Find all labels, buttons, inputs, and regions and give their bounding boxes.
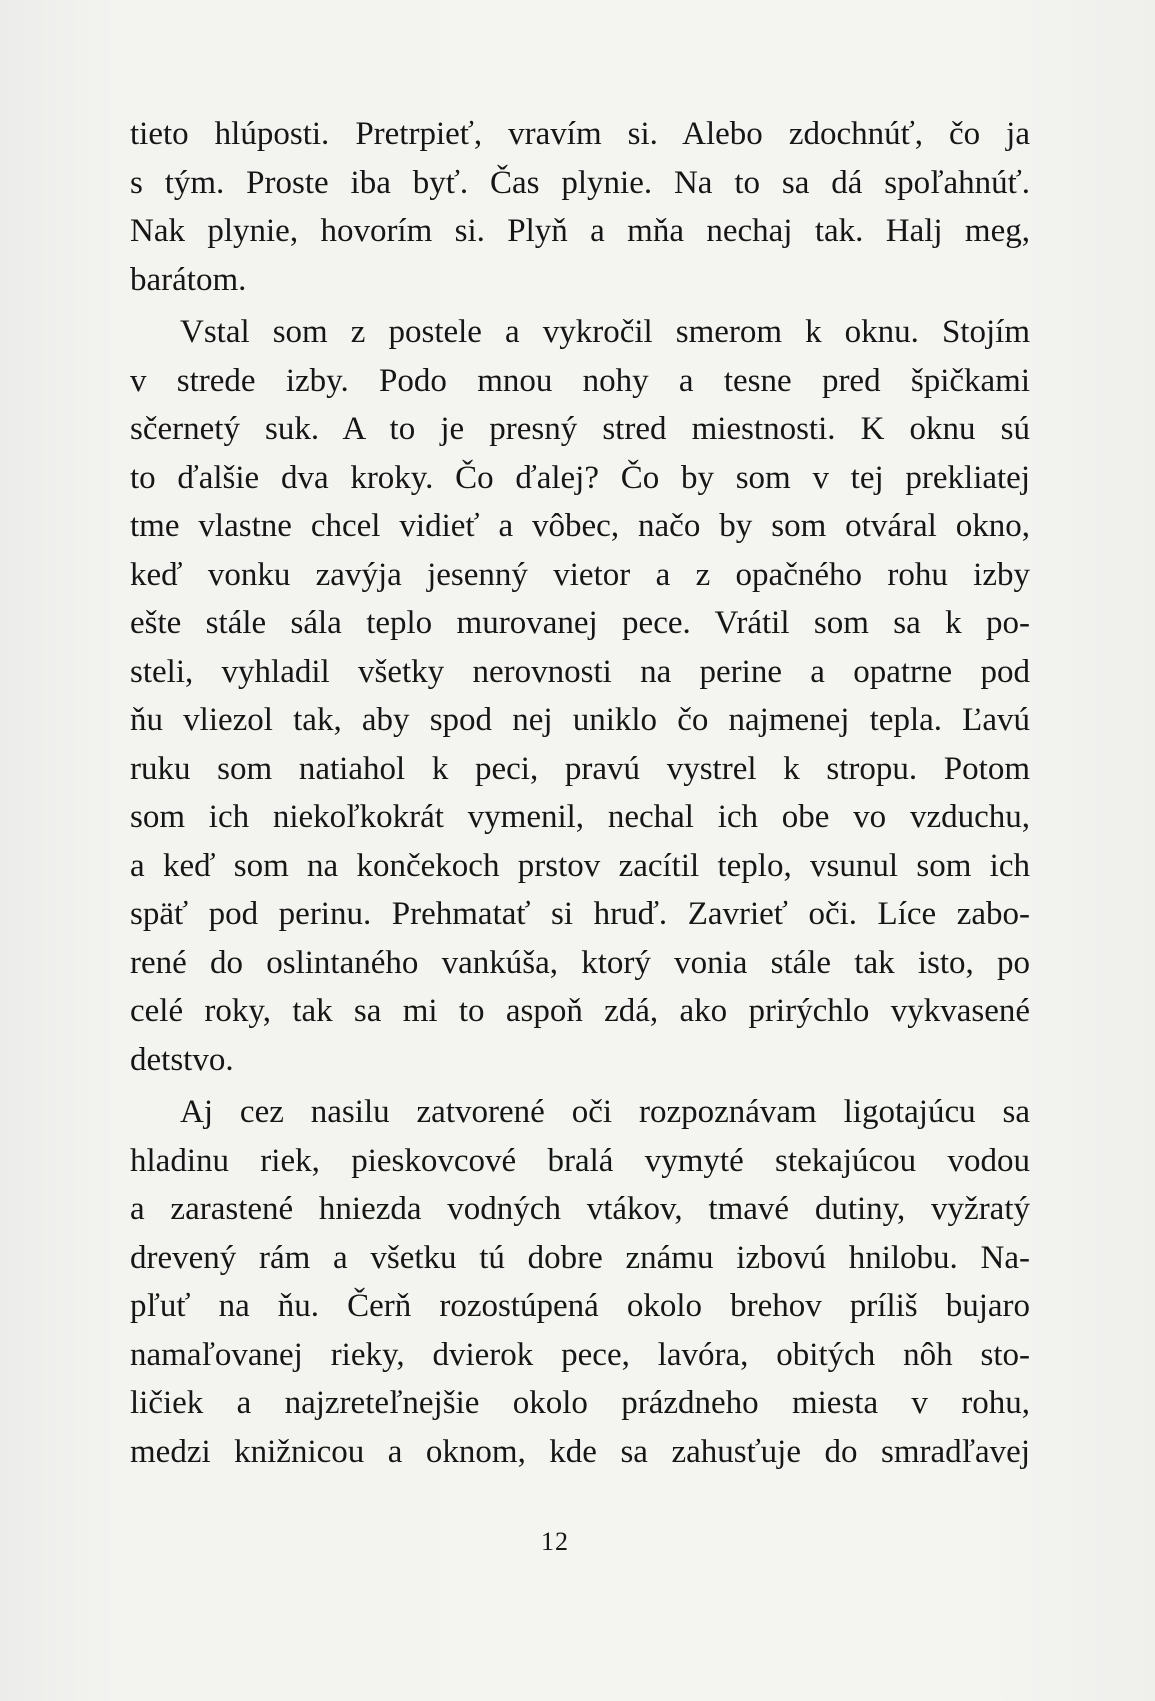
- text-line: pľuť na ňu. Čerň rozostúpená okolo brehov príliš bujaro: [130, 1288, 1030, 1324]
- text-line: späť pod perinu. Prehmatať si hruď. Zavrieť oči. Líce zabo-: [130, 896, 1030, 932]
- text-line: to ďalšie dva kroky. Čo ďalej? Čo by som v tej prekliatej: [130, 459, 1030, 496]
- text-line: Nak plynie, hovorím si. Plyň a mňa nechaj tak. Halj meg,: [130, 213, 1030, 249]
- text-line: a keď som na končekoch prstov zacítil teplo, vsunul som ich: [130, 847, 1030, 884]
- text-line: ličiek a najzreteľnejšie okolo prázdneho miesta v rohu,: [130, 1385, 1030, 1421]
- text-line: steli, vyhladil všetky nerovnosti na perine a opatrne pod: [130, 653, 1030, 690]
- paragraph-3: [130, 1088, 1030, 1476]
- text-line: barátom.: [130, 261, 247, 298]
- text-line: sčernetý suk. A to je presný stred miestnosti. K oknu sú: [130, 411, 1030, 447]
- text-line: Vstal som z postele a vykročil smerom k oknu. Stojím: [180, 314, 1030, 350]
- text-line: namaľovanej rieky, dvierok pece, lavóra, obitých nôh sto-: [130, 1336, 1030, 1373]
- text-line: detstvo.: [130, 1041, 234, 1078]
- page-number: 12: [541, 1527, 569, 1556]
- text-line: tieto hlúposti. Pretrpieť, vravím si. Alebo zdochnúť, čo ja: [130, 116, 1030, 152]
- text-line: ruku som natiahol k peci, pravú vystrel k stropu. Potom: [130, 750, 1030, 787]
- text-line: medzi knižnicou a oknom, kde sa zahusťuje do smradľavej: [130, 1433, 1030, 1470]
- text-line: celé roky, tak sa mi to aspoň zdá, ako prirýchlo vykvasené: [130, 993, 1030, 1029]
- text-line: a zarastené hniezda vodných vtákov, tmavé dutiny, vyžratý: [130, 1191, 1030, 1227]
- text-line: hladinu riek, pieskovcové bralá vymyté stekajúcou vodou: [130, 1142, 1030, 1179]
- text-line: rené do oslintaného vankúša, ktorý vonia stále tak isto, po: [130, 944, 1030, 981]
- text-line: tme vlastne chcel vidieť a vôbec, načo by som otváral okno,: [130, 508, 1030, 544]
- text-line: ňu vliezol tak, aby spod nej uniklo čo najmenej tepla. Ľavú: [130, 702, 1030, 738]
- text-line: keď vonku zavýja jesenný vietor a z opačného rohu izby: [130, 556, 1030, 593]
- text-line: som ich niekoľkokrát vymenil, nechal ich obe vo vzduchu,: [130, 799, 1030, 835]
- text-line: drevený rám a všetku tú dobre známu izbovú hnilobu. Na-: [130, 1239, 1030, 1276]
- body-text: [130, 110, 1030, 1476]
- paragraph-1: [130, 110, 1030, 304]
- paragraph-2: [130, 308, 1030, 1084]
- text-line: v strede izby. Podo mnou nohy a tesne pred špičkami: [130, 362, 1030, 399]
- text-line: s tým. Proste iba byť. Čas plynie. Na to sa dá spoľahnúť.: [130, 164, 1030, 201]
- text-line: Aj cez nasilu zatvorené oči rozpoznávam ligotajúcu sa: [180, 1094, 1030, 1130]
- text-line: ešte stále sála teplo murovanej pece. Vrátil som sa k po-: [130, 605, 1030, 641]
